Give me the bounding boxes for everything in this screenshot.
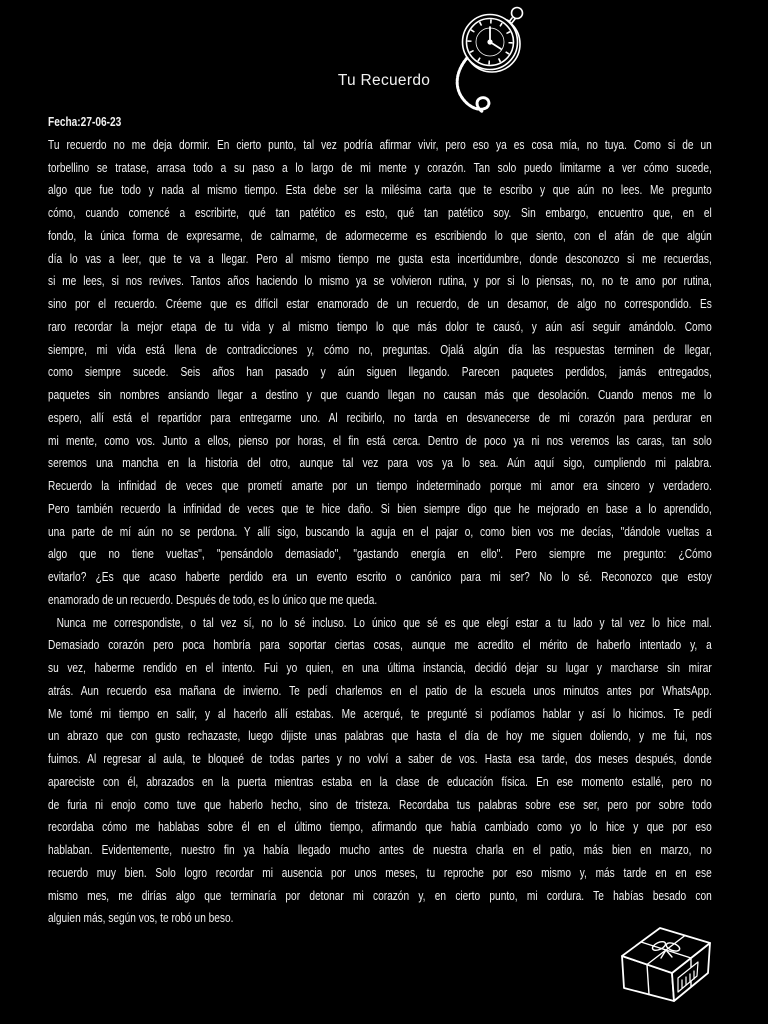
text-line: apareciste con él, abrazados en la puerta mientras estaba en la clase de educación física. En ese momento estallé, pero no (48, 773, 712, 789)
text-line: recordaba cómo me hablabas sobre él en el último tiempo, afirmando que había cambiado como yo lo hice y que por eso (48, 819, 712, 835)
text-line: mi mente, como vos. Junto a ellos, pienso por horas, el fin está cerca. Dentro de poco ya ni nos veremos las caras, tan solo (48, 432, 712, 448)
gift-package-icon (612, 906, 716, 1006)
text-line: un abrazo que con gusto rechazaste, luego dijiste unas palabras que hasta el día de hoy me siguen doliendo, y me fui, nos (48, 728, 712, 744)
date-line: Fecha:27-06-23 (48, 114, 122, 129)
text-line: Tu recuerdo no me deja dormir. En cierto punto, tal vez podría afirmar vivir, pero eso ya es cosa mía, no tuya. Como si de un (48, 136, 712, 152)
text-line: Recuerdo la infinidad de veces que prometí amarte por un tiempo indeterminado porque mi amor era sincero y verdadero. (48, 478, 712, 493)
text-line: algo que no tiene vueltas", "pensándolo demasiado", "gastando energía en ello". Pero siempre me pregunto: ¿Cómo (48, 546, 712, 562)
text-line: día lo vas a leer, que te va a llegar. Pero al mismo tiempo me gusta esta incertidumbre, donde desconozco si me recuerdas, (48, 250, 712, 266)
text-line: evitarlo? ¿Es que acaso haberte perdido era un evento escrito o canónico para mi ser? No lo sé. Reconozco que estoy (48, 569, 712, 584)
paragraph (48, 134, 712, 612)
text-line: cómo, cuando comencé a escribirte, qué tan patético es esto, qué tan patético soy. Sin embargo, encuentro que, en el (48, 205, 712, 220)
text-line: espero, allí está el repartidor para entregarme uno. Al recibirlo, no tarda en desvanecerse de mi corazón para perdurar en (48, 409, 712, 425)
text-line: su vez, haberme rendido en el intento. Fui yo quien, en una última instancia, decidió dejar su lugar y marcharse sin mirar (48, 660, 712, 675)
text-line: una parte de mí aún no se perdona. Y allí sigo, buscando la aguja en el pajar o, como bien vos me decías, "dándole vueltas a (48, 523, 712, 539)
text-line: de furia ni enojo como tuve que haberlo hecho, sino de tristeza. Recordaba tus palabras sobre ese ser, pero por sobre todo (48, 796, 712, 812)
text-line: sino por el recuerdo. Créeme que es difícil estar enamorado de un recuerdo, de un desamor, de algo no correspondido. Es (48, 296, 712, 311)
letter-body (48, 111, 712, 930)
pocket-watch-icon (450, 4, 542, 116)
text-line: mismo mes, me dirías algo que terminaría por detonar mi corazón y, en cierto punto, mi cordura. Te habías besado con (48, 887, 712, 903)
text-line: Me tomé mi tiempo en salir, y al hacerlo allí estabas. Me acerqué, te pregunté si podíamos hablar y así lo hicimos. Te pedí (48, 705, 712, 721)
text-line: paquetes sin nombres ansiando llegar a destino y que cuando llegan no causan más que desolación. Cuando menos me lo (48, 387, 712, 402)
text-line: Nunca me correspondiste, o tal vez sí, no lo sé incluso. Lo único que sé es que elegí estar a tu lado y tal vez lo hice mal. (56, 614, 712, 630)
text-line: alguien más, según vos, te robó un beso. (48, 910, 234, 926)
text-line: torbellino se tratase, arrasa todo a su paso a lo largo de mi mente y corazón. Tan solo puedo limitarme a ver cómo sucede, (48, 159, 712, 175)
text-line: siempre, mi vida está llena de contradicciones y, cómo no, preguntas. Ojalá algún día las respuestas terminen de llegar, (48, 341, 712, 357)
text-line: atrás. Aun recuerdo esa mañana de invierno. Te pedí charlemos en el patio de la escuela unos minutos antes por WhatsApp. (48, 682, 712, 698)
paragraph (48, 612, 712, 931)
text-line: fondo, la única forma de expresarme, de calmarme, de adormecerme es escribiendo lo que siento, con el afán de que algún (48, 227, 712, 243)
text-line: recuerdo muy bien. Solo logro recordar mi ausencia por unos meses, tu reproche por eso mismo y, más tarde en en ese (48, 864, 712, 880)
text-line: como siempre sucede. Seis años han pasado y aún siguen llegando. Parecen paquetes perdidos, jamás entregados, (48, 364, 712, 380)
text-line: seremos una mancha en la historia del otro, aunque tal vez para vos ya lo sea. Aún aquí sigo, cumpliendo mi palabra. (48, 455, 712, 471)
text-line: Pero también recuerdo la infinidad de veces que te hice daño. Si bien siempre digo que he mejorado en base a lo aprendido, (48, 500, 712, 516)
text-line: raro recordar la mejor etapa de tu vida y al mismo tiempo lo que más dolor te causó, y aún así seguir amándolo. Como (48, 318, 712, 334)
text-line: si me lees, si nos revives. Tantos años haciendo lo mismo ya se volvieron rutina, y por si lo piensas, no, no te amo por rutina, (48, 273, 712, 289)
text-line: algo que fue todo y nada al mismo tiempo. Esta debe ser la milésima carta que te escribo y que aún no lees. Me pregunto (48, 182, 712, 198)
text-line: hablaban. Evidentemente, nuestro fin ya había llegado mucho antes de nuestra charla en el patio, más bien en marzo, no (48, 842, 712, 857)
text-line: fuimos. Al regresar al aula, te bloqueé de todas partes y no volví a saber de vos. Hasta esa tarde, dos meses después, donde (48, 751, 712, 766)
text-line: enamorado de un recuerdo. Después de todo, es lo único que me queda. (48, 591, 378, 607)
page-title: Tu Recuerdo (337, 72, 431, 89)
text-line: Demasiado corazón pero poca hombría para soportar ciertas cosas, aunque me acredito el mérito de haberlo intentado y, a (48, 637, 712, 653)
